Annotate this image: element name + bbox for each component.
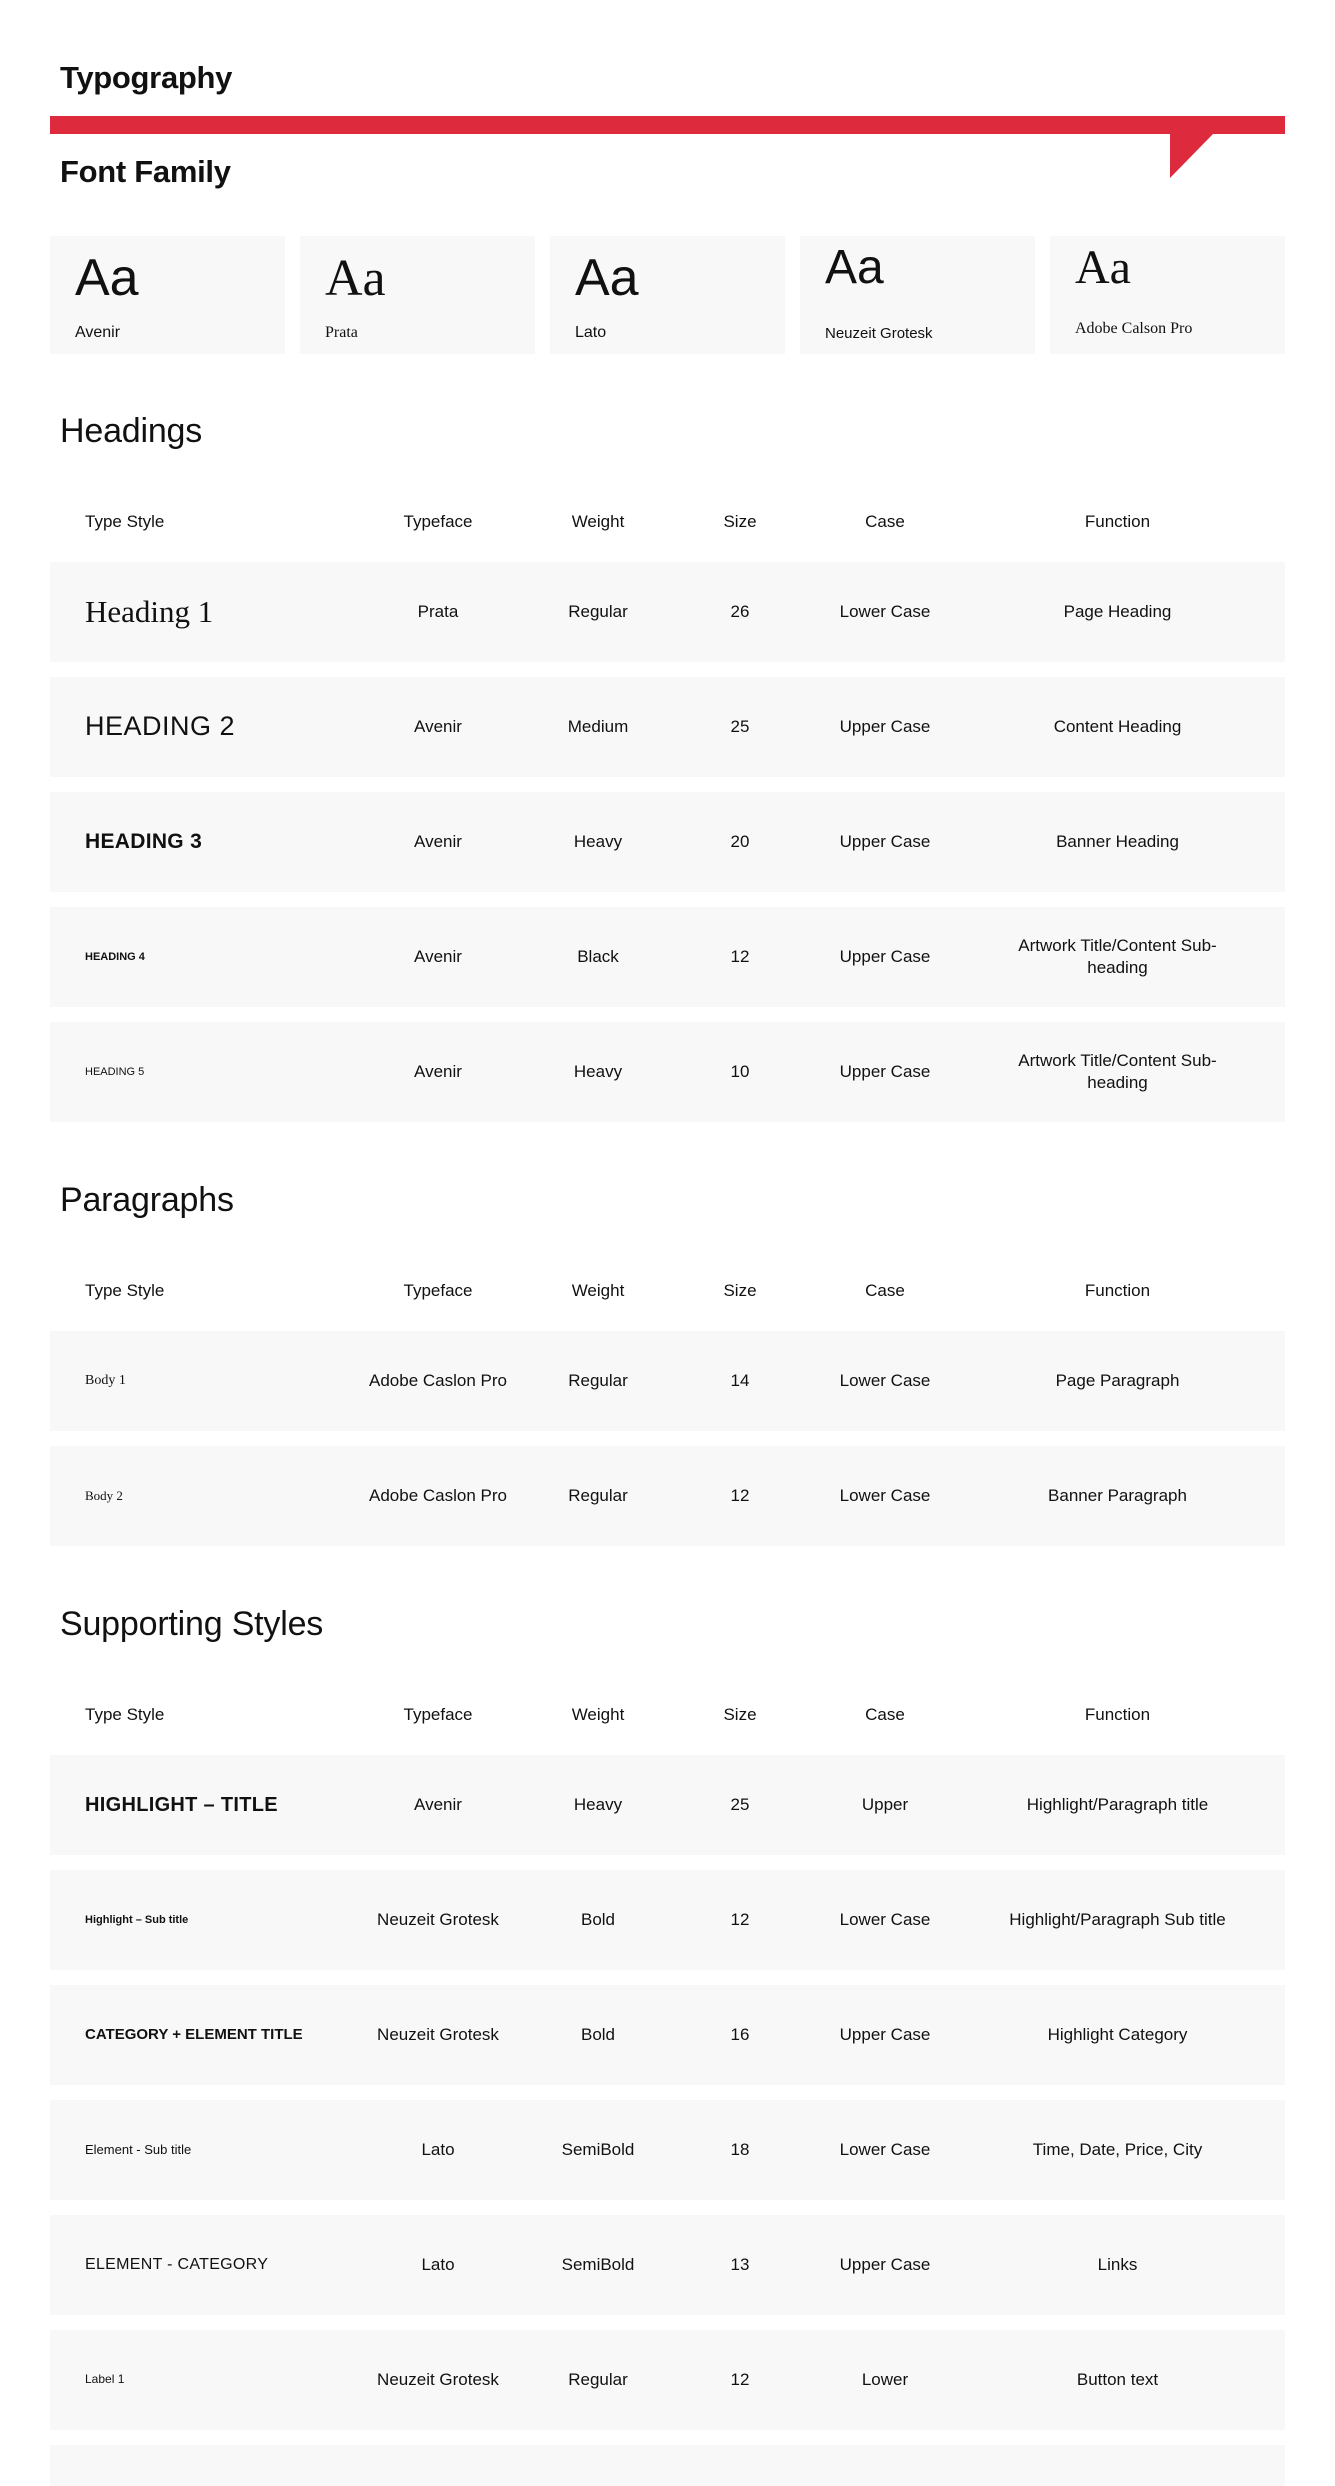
table-row bbox=[50, 1331, 1285, 1431]
accent-bar bbox=[50, 116, 1285, 134]
type-style-sample: HIGHLIGHT – TITLE bbox=[85, 1794, 278, 1816]
typeface-cell: Prata bbox=[417, 601, 459, 621]
type-style-sample: Body 1 bbox=[85, 1372, 126, 1388]
column-header-function: Function bbox=[1084, 511, 1151, 531]
size-cell: 25 bbox=[730, 1794, 750, 1814]
table-row bbox=[50, 1755, 1285, 1855]
font-name: Prata bbox=[325, 324, 358, 341]
weight-cell: Regular bbox=[568, 1485, 628, 1505]
size-cell: 20 bbox=[730, 831, 750, 851]
type-style-sample: HEADING 3 bbox=[85, 830, 203, 854]
size-cell: 12 bbox=[730, 946, 750, 966]
case-cell: Lower bbox=[861, 2369, 909, 2389]
table-row bbox=[50, 1870, 1285, 1970]
size-cell: 13 bbox=[730, 2254, 750, 2274]
table-row bbox=[50, 2100, 1285, 2200]
size-cell: 12 bbox=[730, 1909, 750, 1929]
section-title-headings: Headings bbox=[60, 412, 203, 450]
weight-cell: Bold bbox=[580, 2024, 616, 2044]
column-header-size: Size bbox=[723, 1704, 757, 1724]
column-header-typeface: Typeface bbox=[403, 1280, 473, 1300]
column-header-type-style: Type Style bbox=[85, 1280, 165, 1300]
column-header-size: Size bbox=[723, 1280, 757, 1300]
font-name: Adobe Calson Pro bbox=[1075, 320, 1193, 337]
weight-cell: Regular bbox=[568, 1370, 628, 1390]
section-title-paragraphs: Paragraphs bbox=[60, 1181, 234, 1219]
column-header-weight: Weight bbox=[571, 511, 625, 531]
weight-cell: SemiBold bbox=[561, 2139, 635, 2159]
column-header-case: Case bbox=[865, 1704, 905, 1724]
page-title: Typography bbox=[60, 60, 233, 95]
font-name: Avenir bbox=[75, 324, 121, 341]
column-header-weight: Weight bbox=[571, 1280, 625, 1300]
typeface-cell: Avenir bbox=[414, 1061, 462, 1081]
column-header-case: Case bbox=[865, 1280, 905, 1300]
supporting-styles-table bbox=[50, 1685, 1285, 2486]
table-header bbox=[50, 1261, 1285, 1321]
font-sample: Aa bbox=[1075, 241, 1131, 294]
table-row bbox=[50, 907, 1285, 1007]
function-cell: Button text bbox=[1076, 2369, 1159, 2389]
case-cell: Lower Case bbox=[839, 601, 931, 621]
font-sample: Aa bbox=[75, 249, 139, 307]
function-cell: Banner Heading bbox=[1056, 831, 1179, 851]
table-row bbox=[50, 2445, 1285, 2486]
table-row bbox=[50, 792, 1285, 892]
accent-notch-shape bbox=[1165, 116, 1245, 178]
weight-cell: Bold bbox=[580, 1909, 616, 1929]
size-cell: 16 bbox=[730, 2024, 750, 2044]
function-cell: Time, Date, Price, City bbox=[1032, 2139, 1203, 2159]
type-style-sample: HEADING 4 bbox=[85, 950, 145, 963]
size-cell: 14 bbox=[730, 1370, 750, 1390]
weight-cell: Heavy bbox=[573, 831, 623, 851]
font-sample: Aa bbox=[575, 249, 639, 307]
weight-cell: Medium bbox=[567, 716, 629, 736]
column-header-case: Case bbox=[865, 511, 905, 531]
type-style-sample: ELEMENT - CATEGORY bbox=[85, 2255, 269, 2273]
type-style-sample: HEADING 2 bbox=[85, 711, 236, 742]
case-cell: Upper Case bbox=[839, 831, 931, 851]
function-cell: Links bbox=[1097, 2254, 1138, 2274]
table-row bbox=[50, 677, 1285, 777]
section-title-font-family: Font Family bbox=[60, 154, 231, 189]
function-cell: Artwork Title/Content Sub-heading bbox=[1018, 1050, 1217, 1092]
case-cell: Upper Case bbox=[839, 1061, 931, 1081]
typeface-cell: Lato bbox=[421, 2254, 455, 2274]
weight-cell: Heavy bbox=[573, 1061, 623, 1081]
font-name: Lato bbox=[575, 324, 607, 341]
paragraphs-table bbox=[50, 1261, 1285, 1561]
size-cell: 12 bbox=[730, 1485, 750, 1505]
weight-cell: Black bbox=[577, 946, 619, 966]
type-style-sample: Highlight – Sub title bbox=[85, 1913, 189, 1926]
case-cell: Upper Case bbox=[839, 946, 931, 966]
font-sample: Aa bbox=[825, 241, 884, 294]
case-cell: Lower Case bbox=[839, 2139, 931, 2159]
table-row bbox=[50, 2330, 1285, 2430]
font-card-neuzeit-grotesk bbox=[800, 236, 1035, 354]
typeface-cell: Avenir bbox=[414, 831, 462, 851]
column-header-typeface: Typeface bbox=[403, 511, 473, 531]
case-cell: Upper Case bbox=[839, 2024, 931, 2044]
weight-cell: Heavy bbox=[573, 1794, 623, 1814]
typeface-cell: Lato bbox=[421, 2139, 455, 2159]
size-cell: 26 bbox=[730, 601, 750, 621]
typeface-cell: Neuzeit Grotesk bbox=[377, 2024, 499, 2044]
font-card-adobe-calson-pro bbox=[1050, 236, 1285, 354]
type-style-sample: Label 1 bbox=[85, 2372, 125, 2387]
weight-cell: Regular bbox=[568, 601, 628, 621]
function-cell: Banner Paragraph bbox=[1048, 1485, 1187, 1505]
case-cell: Upper bbox=[861, 1794, 909, 1814]
column-header-function: Function bbox=[1084, 1280, 1151, 1300]
font-family-cards bbox=[50, 236, 1285, 354]
font-name: Neuzeit Grotesk bbox=[825, 325, 933, 342]
function-cell: Highlight/Paragraph Sub title bbox=[1009, 1909, 1226, 1929]
font-card-lato bbox=[550, 236, 785, 354]
function-cell: Highlight Category bbox=[1047, 2024, 1188, 2044]
weight-cell: SemiBold bbox=[561, 2254, 635, 2274]
case-cell: Lower Case bbox=[839, 1909, 931, 1929]
typeface-cell: Avenir bbox=[414, 1794, 462, 1814]
type-style-sample: Body 2 bbox=[85, 1487, 123, 1503]
type-style-sample: Element - Sub title bbox=[85, 2141, 192, 2157]
column-header-function: Function bbox=[1084, 1704, 1151, 1724]
column-header-typeface: Typeface bbox=[403, 1704, 473, 1724]
headings-table bbox=[50, 492, 1285, 1137]
function-cell: Page Paragraph bbox=[1055, 1370, 1180, 1390]
font-sample: Aa bbox=[325, 250, 386, 307]
case-cell: Upper Case bbox=[839, 716, 931, 736]
font-card-avenir bbox=[50, 236, 285, 354]
case-cell: Upper Case bbox=[839, 2254, 931, 2274]
typeface-cell: Neuzeit Grotesk bbox=[377, 2369, 499, 2389]
column-header-weight: Weight bbox=[571, 1704, 625, 1724]
typeface-cell: Avenir bbox=[414, 716, 462, 736]
typeface-cell: Adobe Caslon Pro bbox=[369, 1370, 507, 1390]
table-row bbox=[50, 1446, 1285, 1546]
typeface-cell: Avenir bbox=[414, 946, 462, 966]
function-cell: Artwork Title/Content Sub-heading bbox=[1018, 935, 1217, 977]
function-cell: Highlight/Paragraph title bbox=[1026, 1794, 1209, 1814]
table-row bbox=[50, 1022, 1285, 1122]
column-header-size: Size bbox=[723, 511, 757, 531]
section-title-supporting-styles: Supporting Styles bbox=[60, 1605, 324, 1643]
case-cell: Lower Case bbox=[839, 1370, 931, 1390]
size-cell: 25 bbox=[730, 716, 750, 736]
size-cell: 12 bbox=[730, 2369, 750, 2389]
type-style-sample: Heading 1 bbox=[85, 593, 214, 629]
type-style-sample: CATEGORY + ELEMENT TITLE bbox=[85, 2026, 303, 2044]
font-card-prata bbox=[300, 236, 535, 354]
typeface-cell: Neuzeit Grotesk bbox=[377, 1909, 499, 1929]
function-cell: Content Heading bbox=[1053, 716, 1182, 736]
table-row bbox=[50, 1985, 1285, 2085]
table-row bbox=[50, 2215, 1285, 2315]
type-style-sample: HEADING 5 bbox=[85, 1065, 145, 1078]
weight-cell: Regular bbox=[568, 2369, 628, 2389]
table-header bbox=[50, 1685, 1285, 1745]
table-row bbox=[50, 562, 1285, 662]
case-cell: Lower Case bbox=[839, 1485, 931, 1505]
function-cell: Page Heading bbox=[1063, 601, 1172, 621]
column-header-type-style: Type Style bbox=[85, 511, 165, 531]
typeface-cell: Adobe Caslon Pro bbox=[369, 1485, 507, 1505]
size-cell: 18 bbox=[730, 2139, 750, 2159]
table-header bbox=[50, 492, 1285, 552]
size-cell: 10 bbox=[730, 1061, 750, 1081]
column-header-type-style: Type Style bbox=[85, 1704, 165, 1724]
